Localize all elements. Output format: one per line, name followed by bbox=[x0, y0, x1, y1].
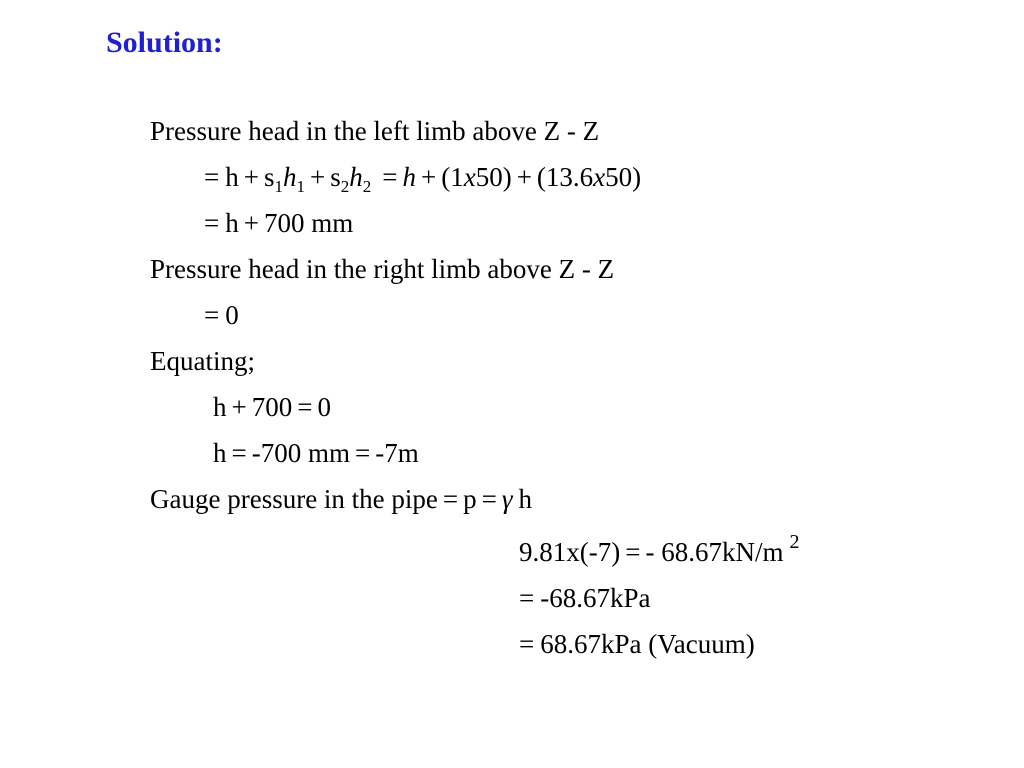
variable-s2: $s_2$ bbox=[330, 162, 350, 196]
left-limb-heading bbox=[150, 115, 599, 147]
variable-h: h bbox=[225, 162, 239, 192]
value-zero: 0 bbox=[317, 392, 331, 422]
term-2: (13.6x50) bbox=[536, 162, 642, 192]
variable-h: h bbox=[213, 438, 227, 468]
calc-rhs: - 68.67kN/m bbox=[645, 537, 784, 567]
term-1: (1x50) bbox=[441, 162, 512, 192]
equals-sign: = bbox=[354, 438, 371, 468]
right-limb-heading bbox=[150, 253, 614, 285]
gauge-pressure-calculation bbox=[519, 531, 800, 568]
equals-sign: = bbox=[625, 537, 641, 567]
variable-h1: h bbox=[282, 162, 297, 192]
variable-h: h bbox=[518, 484, 533, 514]
variable-s1: $s_1$ bbox=[263, 162, 283, 196]
value-700mm: 700 mm bbox=[263, 208, 354, 238]
right-limb-result bbox=[204, 299, 239, 331]
left-limb-text: Pressure head in the left limb above Z - Z bbox=[150, 116, 600, 146]
equals-sign: = bbox=[519, 629, 535, 659]
gauge-pressure-kpa bbox=[519, 582, 650, 614]
equals-sign: = bbox=[519, 583, 535, 613]
equating-equation bbox=[213, 391, 331, 423]
equals-sign: = bbox=[481, 484, 497, 514]
value-zero: 0 bbox=[225, 300, 239, 330]
plus-sign: + bbox=[243, 162, 259, 192]
plus-sign: + bbox=[243, 208, 259, 238]
plus-sign: + bbox=[516, 162, 532, 192]
equals-sign: = bbox=[204, 300, 220, 330]
variable-h2: h bbox=[349, 162, 363, 192]
gauge-pressure-vacuum bbox=[519, 628, 755, 660]
slide-title: Solution: bbox=[106, 26, 223, 59]
value-minus-7m: -7m bbox=[375, 438, 419, 468]
value-kpa: -68.67kPa bbox=[540, 583, 651, 613]
gauge-pressure-heading bbox=[150, 483, 532, 515]
subscript-1: 1 bbox=[296, 177, 305, 196]
subscript-2: 2 bbox=[362, 177, 372, 196]
equals-sign: = bbox=[297, 392, 313, 422]
equating-text: Equating; bbox=[150, 346, 255, 376]
variable-p: p bbox=[463, 484, 477, 514]
variable-h: h bbox=[225, 208, 239, 238]
plus-sign: + bbox=[231, 392, 247, 422]
equals-sign: = bbox=[382, 162, 398, 192]
equals-sign: = bbox=[442, 484, 459, 514]
h-solution bbox=[213, 437, 419, 469]
exponent-2: 2 bbox=[789, 531, 800, 553]
equals-sign: = bbox=[204, 208, 220, 238]
equals-sign: = bbox=[204, 162, 220, 192]
plus-sign: + bbox=[309, 162, 326, 192]
equals-sign: = bbox=[231, 438, 247, 468]
gamma-symbol: γ bbox=[501, 484, 513, 514]
equating-label bbox=[150, 345, 255, 377]
variable-h: h bbox=[213, 392, 227, 422]
plus-sign: + bbox=[420, 162, 437, 192]
gauge-pressure-text: Gauge pressure in the pipe bbox=[150, 484, 438, 514]
value-vacuum: 68.67kPa (Vacuum) bbox=[540, 629, 755, 659]
left-limb-expression bbox=[204, 161, 642, 196]
value-700: 700 bbox=[251, 392, 293, 422]
left-limb-result bbox=[204, 207, 353, 239]
value-minus-700mm: -700 mm bbox=[251, 438, 350, 468]
right-limb-text: Pressure head in the right limb above Z - Z bbox=[150, 254, 615, 284]
variable-h: h bbox=[402, 162, 416, 192]
calc-lhs: 9.81x(-7) bbox=[519, 537, 621, 567]
